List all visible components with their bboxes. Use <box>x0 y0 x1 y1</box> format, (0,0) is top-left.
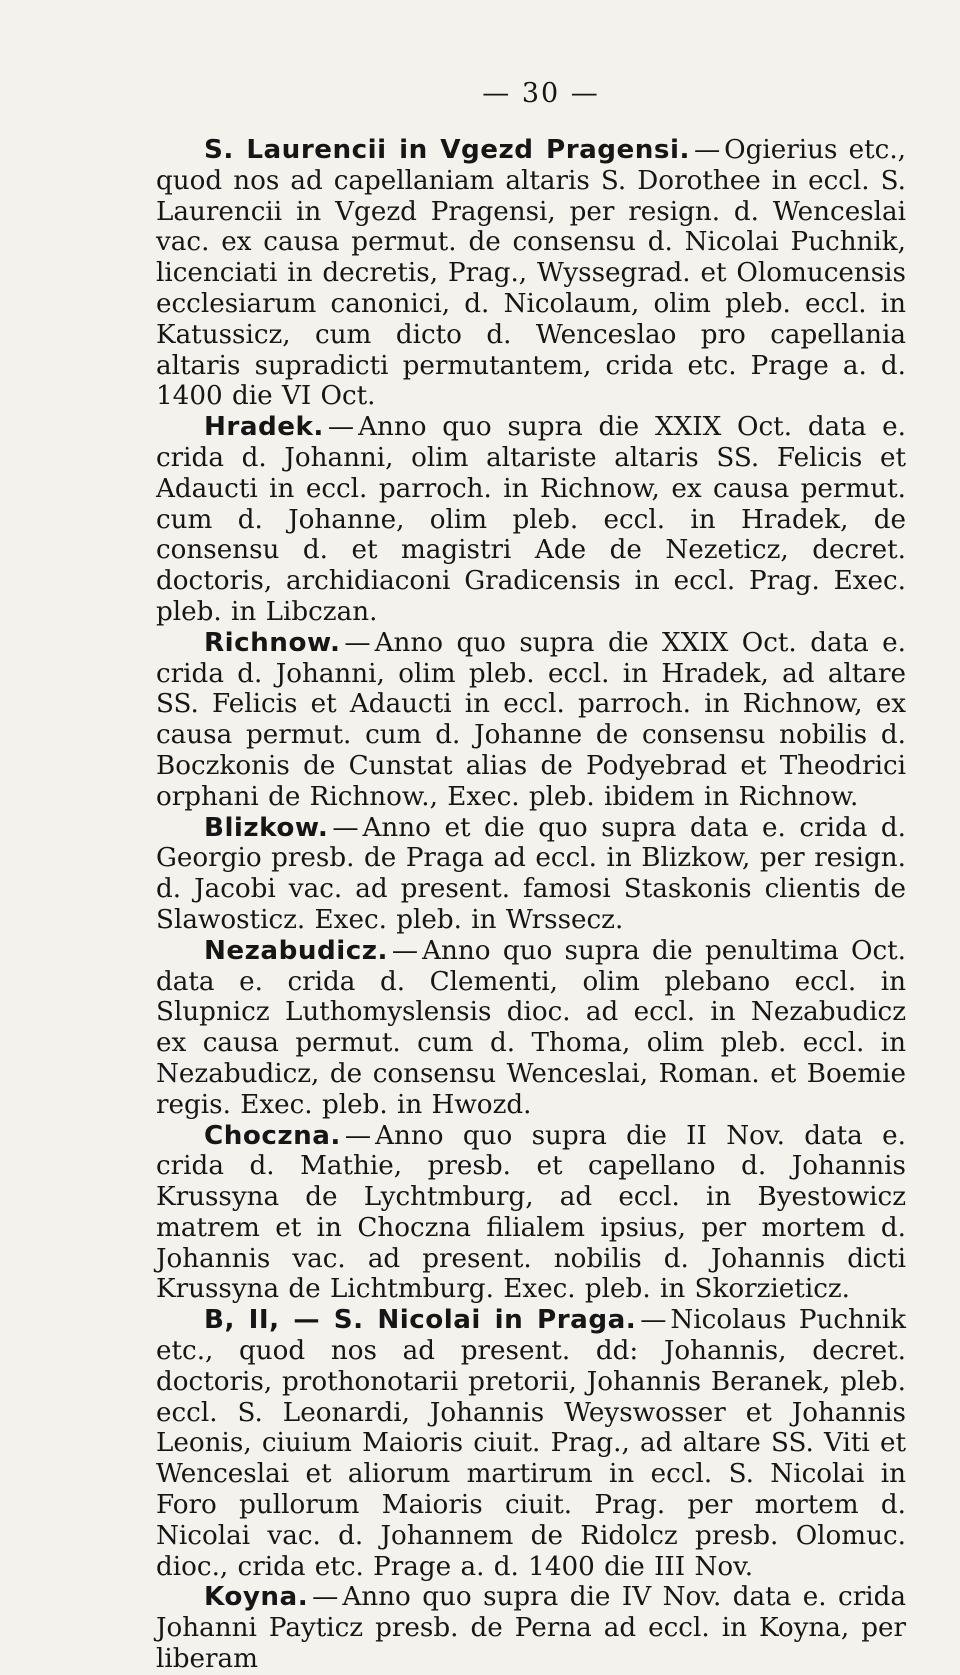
entry-hradek: Hradek. — Anno quo supra die XXIX Oct. data e. crida d. Johanni, olim altariste altaris SS. Felicis et Adaucti in eccl. parroch. in Richnow, ex causa permut. cum d. Johanne, olim pleb. eccl. in Hradek, de consensu d. et magistri Ade de Nezeticz, decret. doctoris, archidiaconi Gradicensis in eccl. Prag. Exec. pleb. in Libczan. <box>156 412 906 627</box>
entry-heading: Choczna. <box>204 1120 341 1151</box>
entry-nezabudicz: Nezabudicz. — Anno quo supra die penultima Oct. data e. crida d. Clementi, olim plebano eccl. in Slupnicz Luthomyslensis dioc. ad eccl. in Nezabudicz ex causa permut. cum d. Thoma, olim pleb. eccl. in Nezabudicz, de consensu Wenceslai, Roman. et Boemie regis. Exec. pleb. in Hwozd. <box>156 935 906 1120</box>
entry-koyna: Koyna. — Anno quo supra die IV Nov. data e. crida Johanni Payticz presb. de Perna ad eccl. in Koyna, per liberam <box>156 1582 906 1675</box>
entry-text: Anno quo supra die IV Nov. data e. crida Johanni Payticz presb. de Perna ad eccl. in Koyna, per liberam <box>156 1582 906 1675</box>
entry-text: Ogierius etc., quod nos ad capellaniam altaris S. Dorothee in eccl. S. Laurencii in Vgezd Pragensi, per resign. d. Wenceslai vac. ex causa permut. de consensu d. Nicolai Puchnik, licenciati in decretis, Prag., Wyssegrad. et Olomucensis ecclesiarum canonici, d. Nicolaum, olim pleb. eccl. in Katussicz, cum dicto d. Wenceslao pro capellania altaris supradicti permutantem, crida etc. Prage a. d. 1400 die VI Oct. <box>156 135 906 412</box>
entry-heading: Hradek. <box>204 412 324 443</box>
entry-laurencii: S. Laurencii in Vgezd Pragensi. — Ogierius etc., quod nos ad capellaniam altaris S. Dorothee in eccl. S. Laurencii in Vgezd Pragensi, per resign. d. Wenceslai vac. ex causa permut. de consensu d. Nicolai Puchnik, licenciati in decretis, Prag., Wyssegrad. et Olomucensis ecclesiarum canonici, d. Nicolaum, olim pleb. eccl. in Katussicz, cum dicto d. Wenceslao pro capellania altaris supradicti permutantem, crida etc. Prage a. d. 1400 die VI Oct. <box>156 135 906 412</box>
entry-blizkow: Blizkow. — Anno et die quo supra data e. crida d. Georgio presb. de Praga ad eccl. in Blizkow, per resign. d. Jacobi vac. ad present. famosi Staskonis clientis de Slawosticz. Exec. pleb. in Wrssecz. <box>156 812 906 935</box>
entry-text: Nicolaus Puchnik etc., quod nos ad present. dd: Johannis, decret. doctoris, prothonotarii pretorii, Johannis Beranek, pleb. eccl. S. Leonardi, Johannis Weyswosser et Johannis Leonis, ciuium Maioris ciuit. Prag., ad altare SS. Viti et Wenceslai et aliorum martirum in eccl. S. Nicolai in Foro pullorum Maioris ciuit. Prag. per mortem d. Nicolai vac. d. Johannem de Ridolcz presb. Olomuc. dioc., crida etc. Prage a. d. 1400 die III Nov. <box>156 1305 907 1582</box>
entry-heading: Richnow. <box>204 627 341 658</box>
page-number: — 30 — <box>482 78 600 109</box>
document-page <box>156 78 906 1675</box>
entry-text: Anno quo supra die II Nov. data e. crida d. Mathie, presb. et capellano d. Johannis Krussyna de Lychtmburg, ad eccl. in Byestowicz matrem et in Choczna filialem ipsius, per mortem d. Johannis vac. ad present. nobilis d. Johannis dicti Krussyna de Lichtmburg. Exec. pleb. in Skorzieticz. <box>156 1120 906 1305</box>
entry-heading: S. Laurencii in Vgezd Pragensi. <box>204 135 690 165</box>
entry-text: Anno quo supra die XXIX Oct. data e. crida d. Johanni, olim pleb. eccl. in Hradek, ad altare SS. Felicis et Adaucti in eccl. parroch. in Richnow, ex causa permut. cum d. Johanne de consensu nobilis d. Boczkonis de Cunstat alias de Podyebrad et Theodrici orphani de Richnow., Exec. pleb. ibidem in Richnow. <box>156 627 906 812</box>
entry-choczna: Choczna. — Anno quo supra die II Nov. data e. crida d. Mathie, presb. et capellano d. Johannis Krussyna de Lychtmburg, ad eccl. in Byestowicz matrem et in Choczna filialem ipsius, per mortem d. Johannis vac. ad present. nobilis d. Johannis dicti Krussyna de Lichtmburg. Exec. pleb. in Skorzieticz. <box>156 1120 906 1305</box>
entry-text: Anno quo supra die XXIX Oct. data e. crida d. Johanni, olim altariste altaris SS. Felicis et Adaucti in eccl. parroch. in Richnow, ex causa permut. cum d. Johanne, olim pleb. eccl. in Hradek, de consensu d. et magistri Ade de Nezeticz, decret. doctoris, archidiaconi Gradicensis in eccl. Prag. Exec. pleb. in Libczan. <box>156 412 906 627</box>
entry-nicolai: B, II, — S. Nicolai in Praga. — Nicolaus Puchnik etc., quod nos ad present. dd: Johannis, decret. doctoris, prothonotarii pretorii, Johannis Beranek, pleb. eccl. S. Leonardi, Johannis Weyswosser et Johannis Leonis, ciuium Maioris ciuit. Prag., ad altare SS. Viti et Wenceslai et aliorum martirum in eccl. S. Nicolai in Foro pullorum Maioris ciuit. Prag. per mortem d. Nicolai vac. d. Johannem de Ridolcz presb. Olomuc. dioc., crida etc. Prage a. d. 1400 die III Nov. <box>156 1305 907 1582</box>
entry-text: Anno quo supra die penultima Oct. data e. crida d. Clementi, olim plebano eccl. in Slupnicz Luthomyslensis dioc. ad eccl. in Nezabudicz ex causa permut. cum d. Thoma, olim pleb. eccl. in Nezabudicz, de consensu Wenceslai, Roman. et Boemie regis. Exec. pleb. in Hwozd. <box>156 935 906 1120</box>
entry-richnow: Richnow. — Anno quo supra die XXIX Oct. data e. crida d. Johanni, olim pleb. eccl. in Hradek, ad altare SS. Felicis et Adaucti in eccl. parroch. in Richnow, ex causa permut. cum d. Johanne de consensu nobilis d. Boczkonis de Cunstat alias de Podyebrad et Theodrici orphani de Richnow., Exec. pleb. ibidem in Richnow. <box>156 627 906 812</box>
entry-heading: B, II, — S. Nicolai in Praga. <box>204 1305 637 1336</box>
entry-heading: Blizkow. <box>204 812 329 843</box>
entry-heading: Koyna. <box>204 1582 309 1613</box>
entry-text: Anno et die quo supra data e. crida d. Georgio presb. de Praga ad eccl. in Blizkow, per resign. d. Jacobi vac. ad present. famosi Staskonis clientis de Slawosticz. Exec. pleb. in Wrssecz. <box>156 812 906 935</box>
entry-heading: Nezabudicz. <box>204 935 388 966</box>
